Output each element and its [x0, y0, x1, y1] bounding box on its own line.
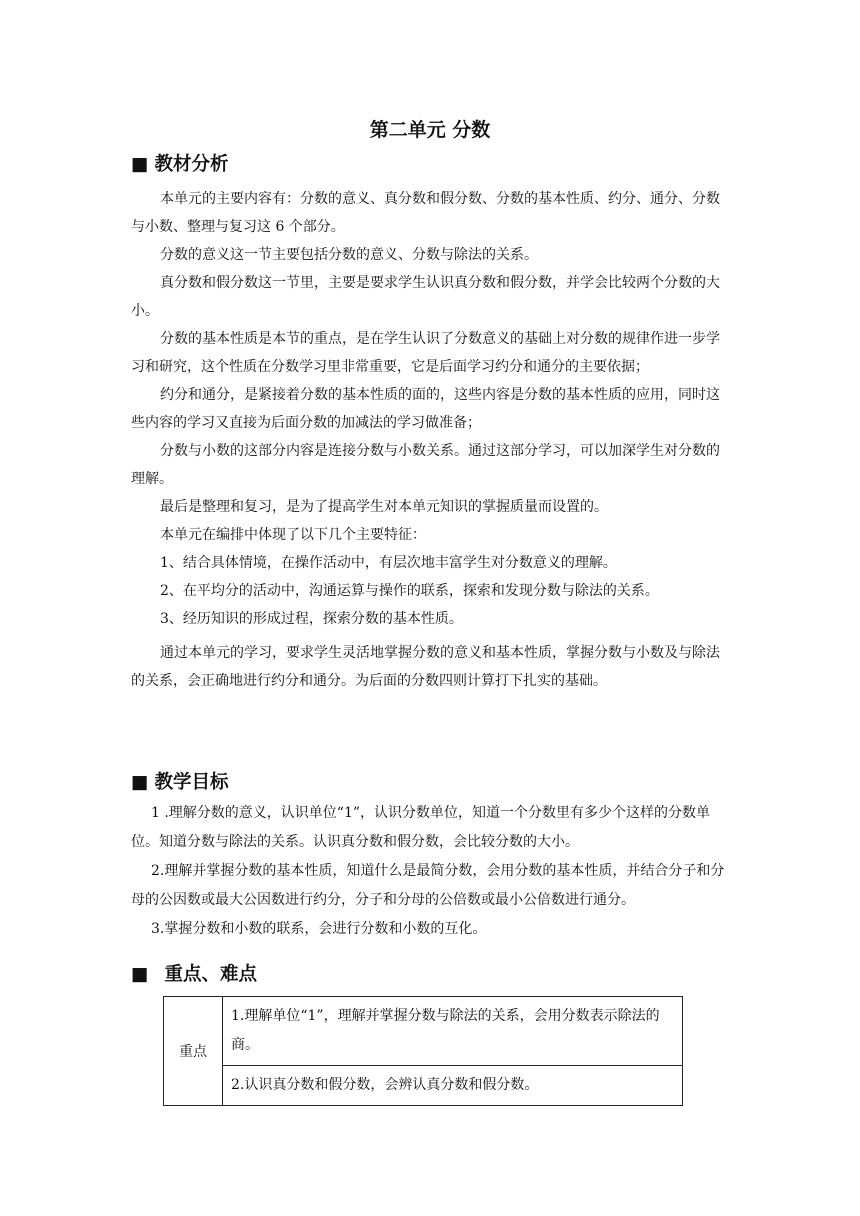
feature-item: 3、经历知识的形成过程，探索分数的基本性质。: [160, 611, 463, 627]
paragraph: 真分数和假分数这一节里，主要是要求学生认识真分数和假分数，并学会比较两个分数的大小。: [131, 275, 720, 319]
paragraph: 分数与小数的这部分内容是连接分数与小数关系。通过这部分学习，可以加深学生对分数的理解。: [131, 443, 720, 487]
square-bullet-icon: ■: [131, 772, 149, 793]
goal-item: 2.理解并掌握分数的基本性质，知道什么是最简分数，会用分数的基本性质，并结合分子和分母的公因数或最大公因数进行约分，分子和分母的公倍数或最小公倍数进行通分。: [131, 863, 725, 908]
conclusion-paragraph: 通过本单元的学习，要求学生灵活地掌握分数的意义和基本性质，掌握分数与小数及与除法的关系，会正确地进行约分和通分。为后面的分数四则计算打下扎实的基础。: [131, 645, 720, 689]
key-points-table: [163, 996, 683, 1106]
table-row: [164, 1066, 683, 1106]
page-title: 第二单元 分数: [369, 119, 491, 141]
heading-text: 教学目标: [154, 772, 229, 793]
key-label-cell: 重点: [164, 997, 223, 1106]
paragraph: 本单元的主要内容有：分数的意义、真分数和假分数、分数的基本性质、约分、通分、分数与小数、整理与复习这 6 个部分。: [131, 191, 720, 235]
heading-text: 教材分析: [154, 154, 229, 175]
table-row: [164, 997, 683, 1066]
feature-item: 1、结合具体情境，在操作活动中，有层次地丰富学生对分数意义的理解。: [160, 555, 617, 571]
square-bullet-icon: ■: [131, 154, 149, 175]
square-bullet-icon: ■: [131, 964, 149, 985]
section-heading-goals: [131, 768, 229, 794]
paragraph: 本单元在编排中体现了以下几个主要特征：: [160, 527, 426, 543]
heading-text: 重点、难点: [164, 964, 257, 985]
section-heading-key-points: [131, 960, 257, 986]
section-heading-analysis: [131, 150, 229, 176]
goals-body: [131, 799, 731, 944]
paragraph: 约分和通分，是紧接着分数的基本性质的面的，这些内容是分数的基本性质的应用，同时这些内容的学习又直接为后面分数的加减法的学习做准备；: [131, 387, 720, 431]
goal-item: 1 .理解分数的意义，认识单位“1”，认识分数单位，知道一个分数里有多少个这样的分数单位。知道分数与除法的关系。认识真分数和假分数，会比较分数的大小。: [131, 805, 711, 850]
paragraph: 分数的基本性质是本节的重点，是在学生认识了分数意义的基础上对分数的规律作进一步学习和研究，这个性质在分数学习里非常重要，它是后面学习约分和通分的主要依据；: [131, 331, 720, 375]
table-cell: 1.理解单位“1”，理解并掌握分数与除法的关系，会用分数表示除法的商。: [223, 997, 683, 1066]
paragraph: 分数的意义这一节主要包括分数的意义、分数与除法的关系。: [160, 247, 538, 263]
analysis-body: [131, 185, 731, 695]
table-cell: 2.认识真分数和假分数，会辨认真分数和假分数。: [223, 1066, 683, 1106]
paragraph: 最后是整理和复习，是为了提高学生对本单元知识的掌握质量而设置的。: [160, 499, 608, 515]
feature-item: 2、在平均分的活动中，沟通运算与操作的联系，探索和发现分数与除法的关系。: [160, 583, 659, 599]
goal-item: 3.掌握分数和小数的联系，会进行分数和小数的互化。: [151, 921, 487, 937]
